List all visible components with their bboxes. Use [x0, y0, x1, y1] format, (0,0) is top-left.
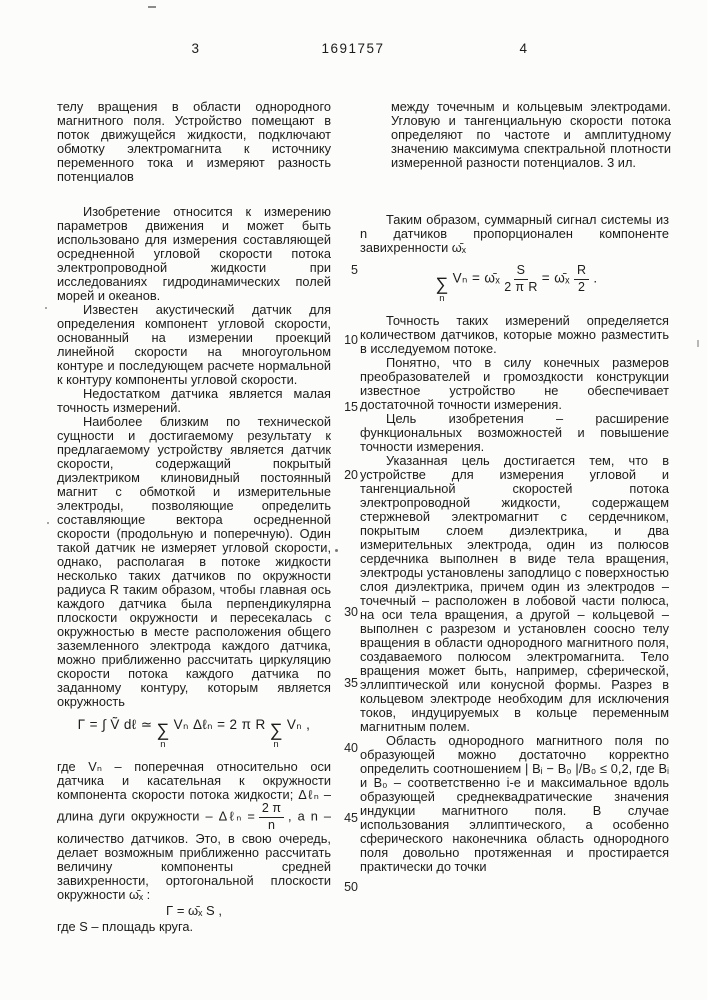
abstract-text: между точечным и кольцевым электродами. Угловую и тангенциальную скорости потока определяют по частоте и амплитудному значению максимума спектральной плотности измеренной разности потенциалов. 3 ил. [391, 99, 671, 170]
abstract-right-column [391, 100, 671, 170]
line-number: 50 [344, 880, 358, 894]
body-right-column [360, 213, 669, 874]
abstract-text: телу вращения в области однородного магнитного поля. Устройство помещают в поток движущейся жидкости, подключают обмотку электромагнита к источнику переменного тока и измеряют разность потенциалов [57, 99, 331, 184]
body-left-column [57, 205, 331, 934]
sum-operator: ∑ n [435, 274, 449, 305]
paragraph: Наиболее близким по технической сущности и достигаемому результату к предлагаемому устройству является датчик скорости, содержащий покрытый диэлектриком клиновидный постоянный магнит с обмоткой и измерительные электроды, позволяющие определить составляющие вектора осредненной скорости (продольную и поперечную). Один такой датчик не измеряет угловой скорости, однако, располагая в потоке жидкости несколько таких датчиков по окружности радиуса R таким образом, чтобы главная ось каждого датчика была перпендикулярна плоскости окружности и пересекалась с окружностью в месте расположения общего заземленного электрода каждого датчика, можно приближенно рассчитать циркуляцию скорости потока каждого датчика по заданному контуру, которым является окружность [57, 414, 331, 709]
formula-text: Vₙ Δℓₙ = 2 π R [173, 717, 266, 732]
paragraph: Понятно, что в силу конечных размеров преобразователей и громоздкости конструкции известное устройство не обеспечивает достаточной точности измерения. [360, 354, 669, 412]
sum-operator: ∑ n [269, 720, 283, 751]
formula-text: Vₙ = ω̄ₓ [452, 270, 501, 286]
paragraph-text: , а n – количество датчиков. Это, в свою очередь, делает возможным приближенно рассчитать величину компоненты средней завихренности, ортогональной плоскости окружности ω̄ₓ : [57, 808, 332, 903]
line-number: 45 [344, 811, 358, 825]
paragraph: Изобретение относится к измерению параметров движения и может быть использовано для измерения составляющей осредненной угловой скорости потока электропроводной жидкости при исследованиях гидродинамических полей морей и океанов. [57, 204, 331, 303]
paragraph: Точность таких измерений определяется количеством датчиков, которые можно разместить в исследуемом потоке. [360, 312, 669, 356]
paragraph: Таким образом, суммарный сигнал системы из n датчиков пропорционален компоненте завихренности ω̄ₓ [360, 212, 669, 255]
paragraph: Недостатком датчика является малая точность измерений. [57, 386, 331, 415]
line-number: 10 [344, 333, 358, 347]
page-number-right: 4 [519, 41, 529, 56]
paragraph-text: где Vₙ – поперечная относительно оси датчика и касательная к окружности компонента скорости потока жидкости; Δℓₙ – длина дуги окружности – Δℓₙ = [57, 758, 331, 824]
paragraph: Указанная цель достигается тем, что в устройстве для измерения угловой и тангенциальной скоростей потока электропроводной жидкости, содержащем стержневой электромагнит с сердечником, покрытым слоем диэлектрика, и два измерительных электрода, один из полюсов сердечника выполнен в виде тела вращения, электроды установлены заподлицо с поверхностью слоя диэлектрика, причем один из электродов – точечный – расположен в лобовой части полюса, на оси тела вращения, а другой – кольцевой – выполнен с разрезом и установлен соосно телу вращения в области однородного магнитного поля, создаваемого полюсом электромагнита. Тело вращения может быть, например, сферической, эллиптической или конусной формы. Разрез в кольцевом электроде необходим для исключения токов, индуцируемых в кольце переменным магнитным полем. [360, 452, 669, 734]
scan-artifact-dot [335, 549, 338, 552]
scan-artifact [45, 307, 47, 309]
scan-artifact [47, 522, 49, 524]
formula-text: Γ = ∫ Ṽ dℓ ≃ [77, 717, 153, 732]
abstract-left-column [57, 100, 331, 184]
patent-number: 1691757 [321, 41, 385, 56]
paragraph: Известен акустический датчик для определения компонент угловой скорости, основанный на измерении проекций линейной скорости на многоугольном контуре и последующем расчете нормальной к контуру компоненты угловой скорости. [57, 302, 331, 387]
scan-artifact [148, 6, 156, 8]
paragraph: где S – площадь круга. [57, 919, 194, 935]
paragraph [57, 760, 331, 902]
fraction-arc-length: $\frac{2 \pi}{n}$ [259, 802, 284, 832]
scan-artifact [697, 340, 699, 347]
formula-vorticity-sum [360, 264, 669, 304]
formula-text: Vₙ , [286, 717, 311, 732]
formula-circulation [57, 718, 331, 750]
fraction-r-over-2: $\frac{R}{2}$ [574, 264, 589, 294]
line-number: 15 [344, 400, 358, 414]
paragraph: Область однородного магнитного поля по образующей можно достаточно корректно определить соотношением | Bᵢ − B₀ |/B₀ ≤ 0,2, где Bᵢ и B₀ – соответственно i-е и максимальное вдоль образующей среднеквадратические значения индукции магнитного поля. В случае использования эллиптического, а особенно сферического наконечника область однородного поля довольно протяженная и простирается практически до точки [360, 732, 669, 874]
line-number: 35 [344, 676, 358, 690]
formula-gamma-s: Γ = ω̄ₓ S , [166, 903, 222, 919]
line-number: 5 [351, 263, 358, 277]
formula-text: . [593, 270, 598, 286]
fraction-s-over-2piR: $\frac{S}{\text{2 π R}}$ [504, 263, 538, 295]
line-number: 40 [344, 741, 358, 755]
line-number: 30 [344, 605, 358, 619]
formula-text: = ω̄ₓ [541, 270, 570, 286]
sum-operator: ∑ n [156, 720, 170, 751]
paragraph: Цель изобретения – расширение функциональных возможностей и повышение точности измерения. [360, 410, 669, 454]
page-number-left: 3 [191, 41, 201, 56]
line-number: 20 [344, 468, 358, 482]
